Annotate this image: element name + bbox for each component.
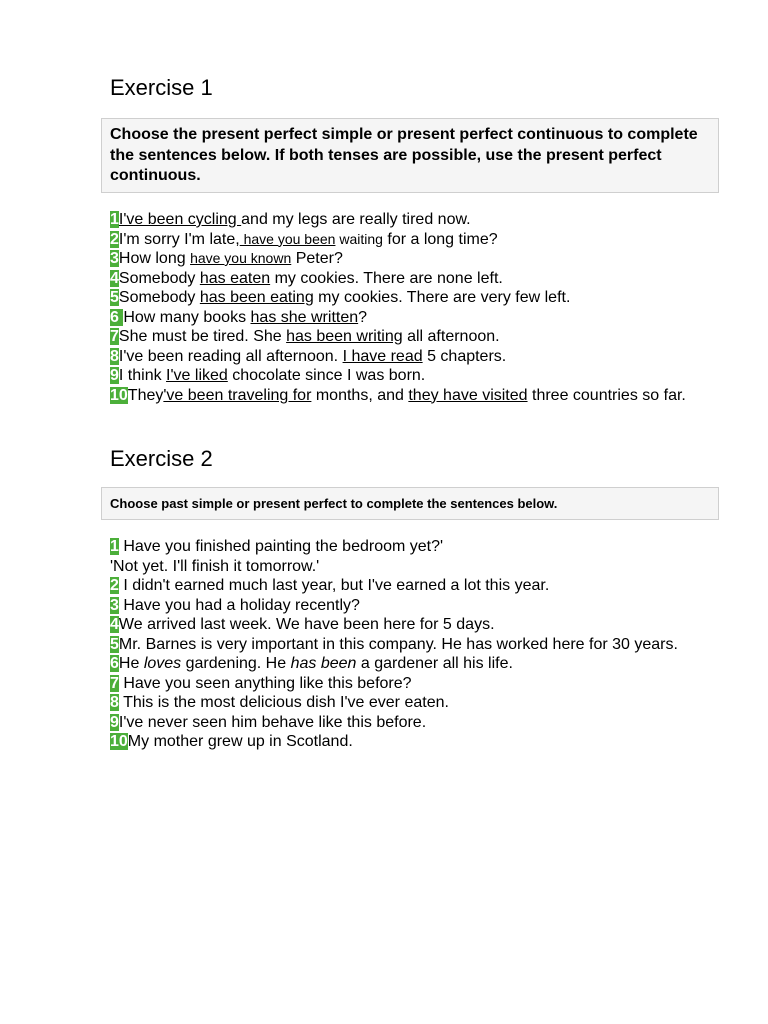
sentence-text: 5 chapters.	[422, 347, 507, 365]
sentence-text: Peter?	[291, 250, 343, 267]
sentence-text: This is the most delicious dish I've ever eaten.	[118, 694, 449, 711]
exercise-1-sentences	[110, 210, 710, 405]
item-number: 9	[110, 713, 119, 731]
sentence-line	[110, 635, 710, 655]
item-number: 5	[110, 635, 119, 653]
sentence-text: my cookies. There are very few left.	[313, 289, 571, 306]
item-number: 8	[110, 694, 119, 711]
sentence-text: I've been reading all afternoon.	[118, 347, 343, 365]
item-number: 10	[110, 733, 128, 750]
sentence-text: My mother grew up in Scotland.	[127, 733, 353, 750]
sentence-text: I've been cycling	[118, 211, 242, 228]
sentence-line	[110, 366, 710, 386]
exercise-2-sentences	[110, 537, 710, 752]
sentence-text: Have you finished painting the bedroom yet?'	[118, 538, 444, 555]
sentence-line	[110, 537, 710, 557]
sentence-text: all afternoon.	[402, 328, 500, 345]
sentence-text: loves	[143, 655, 182, 672]
sentence-text: He	[118, 655, 144, 672]
item-number: 3	[110, 250, 119, 267]
item-number: 1	[110, 538, 119, 555]
sentence-text: 'Not yet. I'll finish it tomorrow.'	[110, 557, 320, 575]
sentence-text: has been writing	[286, 328, 403, 345]
sentence-text: How long	[118, 250, 191, 267]
sentence-text: for a long time?	[382, 230, 498, 248]
sentence-line	[110, 576, 710, 596]
item-number: 7	[110, 328, 119, 345]
sentence-text: I've liked	[166, 367, 228, 384]
sentence-text: I didn't earned much last year, but I've earned a lot this year.	[118, 577, 550, 594]
item-number: 10	[110, 386, 128, 404]
sentence-text: Somebody	[118, 269, 200, 287]
item-number: 4	[110, 269, 119, 287]
item-number: 3	[110, 596, 119, 614]
sentence-line	[110, 249, 710, 269]
item-number: 2	[110, 577, 119, 594]
sentence-text: has she written	[250, 308, 359, 326]
item-number: 7	[110, 674, 119, 692]
item-number: 9	[110, 367, 119, 384]
sentence-text: Mr. Barnes is very important in this company. He has worked here for 30 years.	[118, 635, 678, 653]
exercise-2-instructions: Choose past simple or present perfect to complete the sentences below.	[101, 487, 719, 520]
sentence-line	[110, 713, 710, 733]
sentence-text: and my legs are really tired now.	[241, 211, 471, 228]
sentence-text: have you known	[190, 250, 292, 266]
sentence-text: Somebody	[118, 289, 200, 306]
sentence-line	[110, 308, 710, 328]
sentence-line	[110, 693, 710, 713]
sentence-text: gardening. He	[181, 655, 291, 672]
sentence-text: I think	[118, 367, 167, 384]
exercise-1-instructions: Choose the present perfect simple or present perfect continuous to complete the sentences below. If both tenses are possible, use the present perfect continuous.	[101, 118, 719, 193]
item-number: 4	[110, 616, 119, 633]
sentence-line	[110, 230, 710, 250]
sentence-line	[110, 596, 710, 616]
sentence-text: 've been traveling for	[163, 386, 312, 404]
sentence-text: I've never seen him behave like this before.	[118, 713, 427, 731]
sentence-line	[110, 732, 710, 752]
sentence-line	[110, 288, 710, 308]
sentence-text: my cookies. There are none left.	[270, 269, 503, 287]
sentence-text: have you been	[239, 230, 336, 247]
sentence-text: We arrived last week. We have been here for 5 days.	[118, 616, 495, 633]
sentence-line	[110, 615, 710, 635]
sentence-line	[110, 386, 710, 406]
exercise-1-title: Exercise 1	[110, 75, 213, 100]
item-number: 6	[110, 308, 124, 326]
sentence-text: they have visited	[408, 386, 528, 404]
sentence-text: Have you seen anything like this before?	[118, 674, 412, 692]
item-number: 6	[110, 655, 119, 672]
sentence-text: I'm sorry I'm late,	[118, 230, 240, 248]
item-number: 2	[110, 230, 119, 248]
sentence-text: waiting	[335, 230, 383, 247]
sentence-line	[110, 269, 710, 289]
sentence-text: Have you had a holiday recently?	[118, 596, 360, 614]
sentence-line	[110, 674, 710, 694]
item-number: 1	[110, 211, 119, 228]
sentence-text: chocolate since I was born.	[227, 367, 426, 384]
sentence-text: How many books	[123, 308, 251, 326]
item-number: 8	[110, 347, 119, 365]
sentence-text: I have read	[342, 347, 423, 365]
sentence-text: a gardener all his life.	[356, 655, 513, 672]
sentence-line	[110, 210, 710, 230]
sentence-text: has been eating	[199, 289, 314, 306]
sentence-text: has been	[290, 655, 357, 672]
sentence-text: three countries so far.	[527, 386, 686, 404]
sentence-text: ?	[358, 308, 368, 326]
sentence-line	[110, 347, 710, 367]
sentence-text: months, and	[311, 386, 409, 404]
sentence-line	[110, 557, 710, 577]
exercise-2-title: Exercise 2	[110, 446, 213, 471]
sentence-line	[110, 654, 710, 674]
sentence-text: has eaten	[199, 269, 271, 287]
sentence-text: They	[127, 386, 164, 404]
sentence-text: She must be tired. She	[118, 328, 287, 345]
sentence-line	[110, 327, 710, 347]
item-number: 5	[110, 289, 119, 306]
